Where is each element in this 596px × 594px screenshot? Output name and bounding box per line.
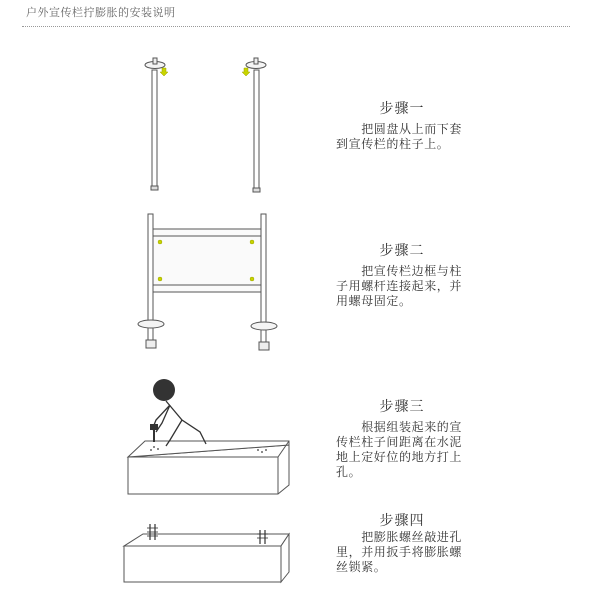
step-4-title: 步骤四: [379, 513, 425, 529]
step-3-line-2: 传栏柱子间距离在水泥: [336, 435, 463, 449]
drill-icon: [150, 424, 158, 442]
step-1-title: 步骤一: [379, 101, 425, 117]
step-1-line-1: 把圆盘从上而下套: [336, 122, 463, 136]
step-3-title: 步骤三: [379, 399, 425, 415]
step-4-line-1: 把膨胀螺丝敲进孔: [336, 530, 463, 544]
step-4-illustration: [124, 524, 289, 582]
step-3-line-3: 地上定好位的地方打上: [336, 450, 463, 464]
step-2-line-1: 把宣传栏边框与柱: [336, 264, 463, 278]
step-4-line-3: 丝锁紧。: [336, 560, 387, 574]
person-head: [153, 379, 175, 401]
down-arrow-icon: [160, 68, 250, 76]
step-2-line-3: 用螺母固定。: [336, 294, 412, 308]
step-2-illustration: [138, 214, 277, 350]
header-title: 户外宣传栏拧膨胀的安装说明: [26, 6, 176, 19]
step-3-line-4: 孔。: [336, 465, 362, 479]
step-2-title: 步骤二: [379, 243, 425, 259]
step-1-illustration: [145, 58, 266, 192]
step-1-line-2: 到宣传栏的柱子上。: [336, 137, 450, 151]
step-3-illustration: [128, 379, 289, 494]
step-4-line-2: 里，并用扳手将膨胀螺: [336, 545, 463, 559]
step-2-line-2: 子用螺杆连接起来，并: [336, 279, 463, 293]
step-3-line-1: 根据组装起来的宣: [336, 420, 463, 434]
